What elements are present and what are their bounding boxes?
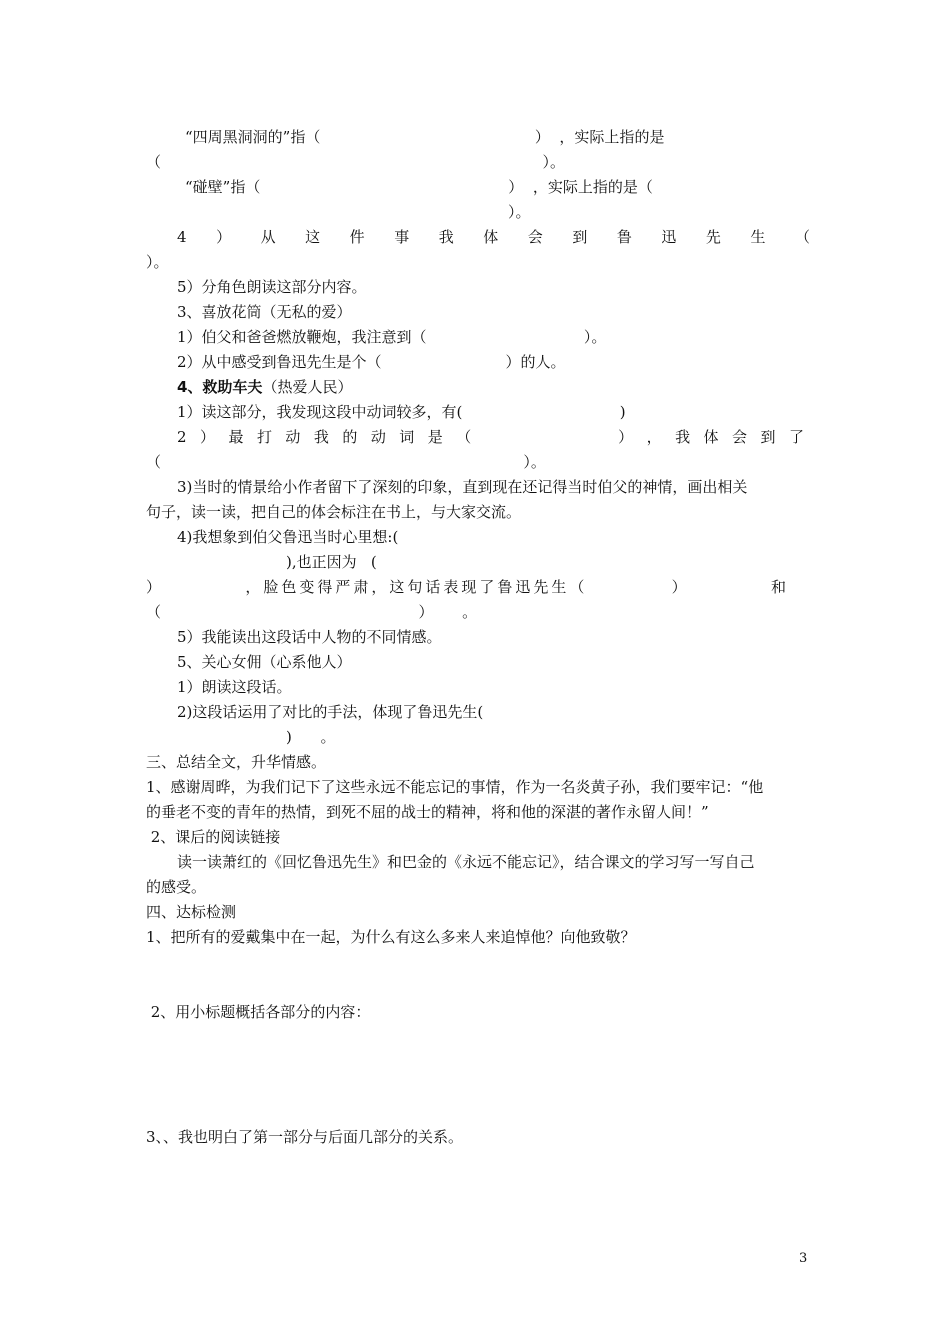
word: 先 xyxy=(705,228,721,246)
line-maid-2: 2)这段话运用了对比的手法，体现了鲁迅先生( xyxy=(177,703,484,721)
line-understanding-4 xyxy=(177,227,810,247)
word: ） xyxy=(216,228,232,246)
line-role-reading: 5）分角色朗读这部分内容。 xyxy=(177,278,367,296)
page-number: 3 xyxy=(799,1251,808,1266)
line-blank-2: ）。 xyxy=(508,203,531,221)
word: 到 xyxy=(760,428,776,446)
line-dark-meaning: “四周黑洞洞的”指（ ） ，实际上指的是 xyxy=(185,128,665,146)
question-3: 3、、我也明白了第一部分与后面几部分的关系。 xyxy=(146,1128,464,1146)
line-imagine-3 xyxy=(146,577,786,597)
word: 从 xyxy=(260,228,276,246)
line-fireworks-2: 2）从中感受到鲁迅先生是个（ ）的人。 xyxy=(177,353,566,371)
word: 鲁 xyxy=(616,228,632,246)
question-1: 1、把所有的爱戴集中在一起，为什么有这么多来人来追悼他？向他致敬？ xyxy=(146,928,636,946)
line-maid-3: ) 。 xyxy=(286,728,336,746)
line-hit-wall-meaning: “碰壁”指（ ） ，实际上指的是（ xyxy=(185,178,653,196)
word: 生 xyxy=(750,228,766,246)
word: （ xyxy=(456,428,472,446)
word: 了 xyxy=(788,428,804,446)
line-thanks-2: 的垂老不变的青年的热情，到死不屈的战士的精神，将和他的深湛的著作永留人间！” xyxy=(146,803,709,821)
word: 件 xyxy=(349,228,365,246)
line-thanks-1: 1、感谢周晔，为我们记下了这些永远不能忘记的事情，作为一名炎黄子孙，我们要牢记：“他 xyxy=(146,778,764,796)
word: 是 xyxy=(427,428,443,446)
section-heading-rickshaw xyxy=(177,377,352,397)
line-verbs-1: 1）读这部分，我发现这段中动词较多，有( ) xyxy=(177,403,626,421)
word: 2 xyxy=(177,428,187,446)
section-heading-fireworks: 3、喜放花筒（无私的爱） xyxy=(177,303,352,321)
line-blank-1: （ ）。 xyxy=(146,153,565,171)
word: 动 xyxy=(285,428,301,446)
section-heading-maid: 5、关心女佣（心系他人） xyxy=(177,653,352,671)
word: 我 xyxy=(438,228,454,246)
word: ） xyxy=(618,428,634,446)
line-reading-1: 读一读萧红的《回忆鲁迅先生》和巴金的《永远不能忘记》，结合课文的学习写一写自己 xyxy=(177,853,755,871)
word: 4 xyxy=(177,228,187,246)
word: 打 xyxy=(256,428,272,446)
word: 我 xyxy=(313,428,329,446)
word: ） xyxy=(200,428,216,446)
line-imagine-2: ),也正因为 ( xyxy=(286,553,377,571)
word: 会 xyxy=(732,428,748,446)
word: 体 xyxy=(703,428,719,446)
word: 词 xyxy=(399,428,415,446)
word: 会 xyxy=(527,228,543,246)
word: 迅 xyxy=(661,228,677,246)
word: 最 xyxy=(228,428,244,446)
word: ） xyxy=(671,578,687,596)
word: ） xyxy=(146,578,162,596)
word: 动 xyxy=(370,428,386,446)
line-blank-4: （ ）。 xyxy=(146,453,546,471)
word: 我 xyxy=(675,428,691,446)
word: 和 xyxy=(770,578,786,596)
line-blank-3: ）。 xyxy=(146,253,169,271)
line-scene-2: 句子，读一读，把自己的体会标注在书上，与大家交流。 xyxy=(146,503,522,521)
word: 到 xyxy=(572,228,588,246)
word: （ xyxy=(794,228,810,246)
word: 事 xyxy=(394,228,410,246)
word: 体 xyxy=(483,228,499,246)
line-reading-link: 2、课后的阅读链接 xyxy=(146,828,281,846)
blank-space xyxy=(485,427,605,447)
question-2: 2、用小标题概括各部分的内容： xyxy=(146,1003,371,1021)
heading-bold-part: 4、救助车夫 xyxy=(177,378,263,396)
heading-plain-part: （热爱人民） xyxy=(262,378,353,396)
line-verbs-2 xyxy=(177,427,804,447)
line-fireworks-1: 1）伯父和爸爸燃放鞭炮，我注意到（ ）。 xyxy=(177,328,607,346)
line-reading-2: 的感受。 xyxy=(146,878,207,896)
line-blank-5: （ ） 。 xyxy=(146,603,478,621)
phrase: ，脸色变得严肃，这句话表现了鲁迅先生（ xyxy=(245,578,588,596)
line-imagine-1: 4)我想象到伯父鲁迅当时心里想:( xyxy=(177,528,399,546)
word: ， xyxy=(646,428,662,446)
line-scene-1: 3)当时的情景给小作者留下了深刻的印象，直到现在还记得当时伯父的神情，画出相关 xyxy=(177,478,748,496)
section-heading-check: 四、达标检测 xyxy=(146,903,237,921)
word: 的 xyxy=(342,428,358,446)
section-heading-summary: 三、总结全文，升华情感。 xyxy=(146,753,327,771)
line-emotions: 5）我能读出这段话中人物的不同情感。 xyxy=(177,628,442,646)
word: 这 xyxy=(305,228,321,246)
line-maid-1: 1）朗读这段话。 xyxy=(177,678,292,696)
